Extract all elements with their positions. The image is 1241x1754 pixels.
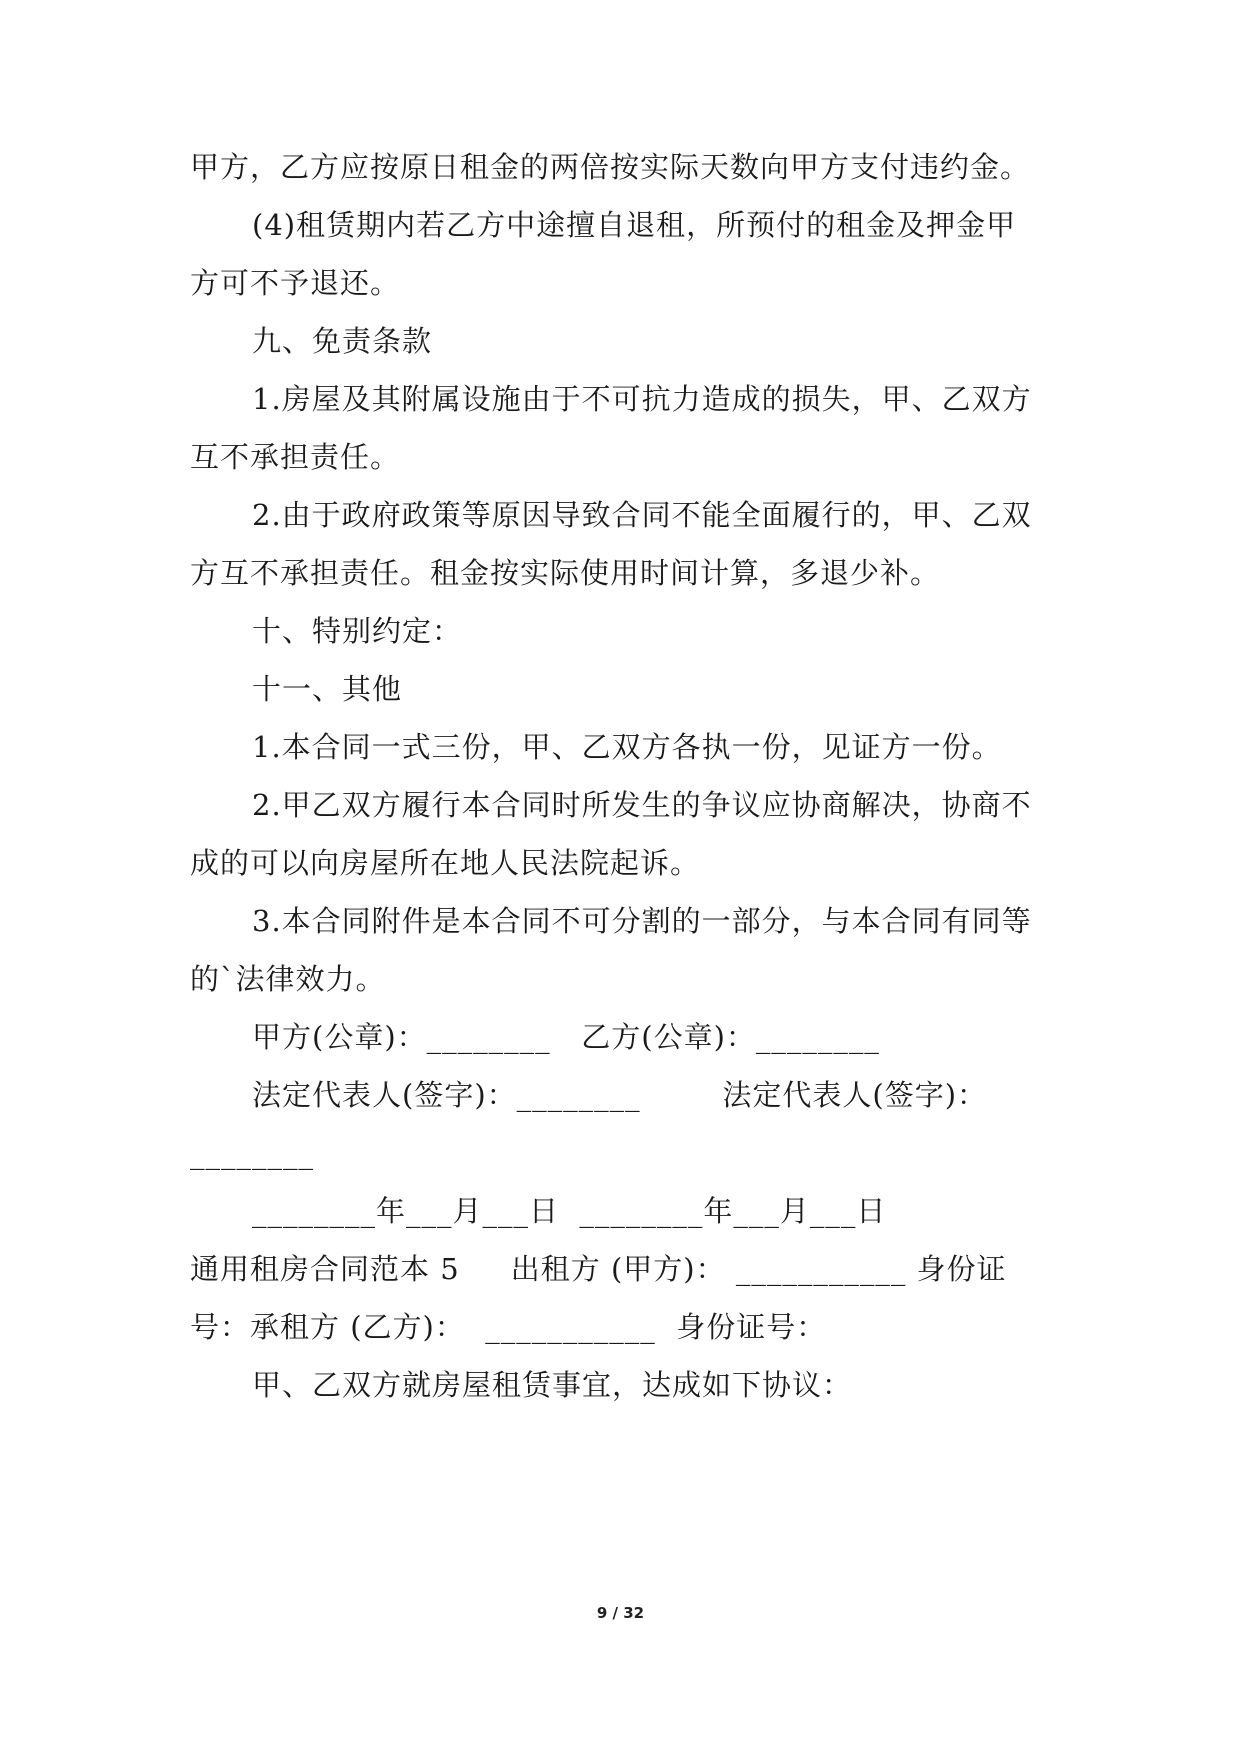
paragraph-line: 号：承租方 (乙方)： ___________ 身份证号：	[190, 1310, 827, 1344]
paragraph-line: 方可不予退还。	[190, 266, 401, 300]
paragraph-line: 2.甲乙双方履行本合同时所发生的争议应协商解决，协商不	[252, 788, 1032, 822]
paragraph-line: 1.房屋及其附属设施由于不可抗力造成的损失，甲、乙双方	[252, 382, 1032, 416]
section-heading: 九、免责条款	[252, 324, 433, 358]
date-line: ________年___月___日 ________年___月___日	[252, 1194, 887, 1228]
paragraph-line: 的`法律效力。	[190, 962, 386, 996]
paragraph-line: 互不承担责任。	[190, 440, 401, 474]
signature-line: 法定代表人(签字)：________ 法定代表人(签字)：	[252, 1078, 988, 1112]
paragraph-line: 成的可以向房屋所在地人民法院起诉。	[190, 846, 701, 880]
paragraph-line: 通用租房合同范本 5 出租方 (甲方)： ___________ 身份证	[190, 1252, 1007, 1286]
section-heading: 十一、其他	[252, 672, 403, 706]
paragraph-line: 方互不承担责任。租金按实际使用时间计算，多退少补。	[190, 556, 941, 590]
paragraph-line: 甲、乙双方就房屋租赁事宜，达成如下协议：	[252, 1368, 853, 1402]
page-number: 9 / 32	[596, 1604, 645, 1622]
paragraph-line: 甲方，乙方应按原日租金的两倍按实际天数向甲方支付违约金。	[190, 150, 1031, 184]
paragraph-line: (4)租赁期内若乙方中途擅自退租，所预付的租金及押金甲	[252, 208, 1017, 242]
signature-blank: ________	[190, 1136, 314, 1170]
signature-line: 甲方(公章)：________ 乙方(公章)：________	[252, 1020, 880, 1054]
paragraph-line: 1.本合同一式三份，甲、乙双方各执一份，见证方一份。	[252, 730, 1002, 764]
paragraph-line: 3.本合同附件是本合同不可分割的一部分，与本合同有同等	[252, 904, 1032, 938]
section-heading: 十、特别约定：	[252, 614, 463, 648]
paragraph-line: 2.由于政府政策等原因导致合同不能全面履行的，甲、乙双	[252, 498, 1032, 532]
